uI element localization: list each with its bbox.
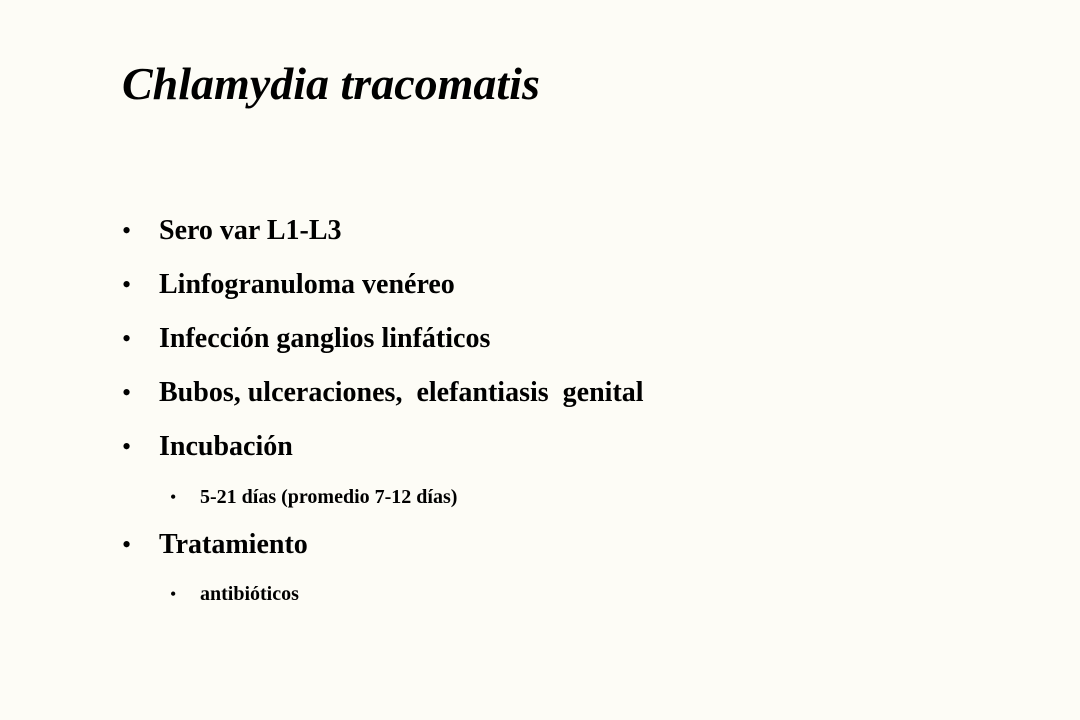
list-item-text: Bubos, ulceraciones, elefantiasis genital <box>159 377 644 408</box>
list-item <box>122 375 644 411</box>
bullet-icon: • <box>122 216 132 245</box>
list-item-text: 5-21 días (promedio 7-12 días) <box>200 486 458 508</box>
bullet-icon: • <box>170 584 177 604</box>
bullet-icon: • <box>122 270 132 299</box>
list-item-text: Infección ganglios linfáticos <box>159 323 491 354</box>
bullet-icon: • <box>122 432 132 461</box>
list-item <box>122 267 455 303</box>
list-item <box>122 429 293 465</box>
bullet-icon: • <box>170 487 177 507</box>
list-item-text: Tratamiento <box>159 529 308 560</box>
list-item <box>122 213 342 249</box>
list-item-text: Linfogranuloma venéreo <box>159 269 455 300</box>
list-item-text: Incubación <box>159 431 293 462</box>
slide-title: Chlamydia tracomatis <box>122 58 540 109</box>
bullet-icon: • <box>122 530 132 559</box>
list-item <box>122 527 308 563</box>
list-item-text: Sero var L1-L3 <box>159 215 342 246</box>
sub-list-item <box>170 483 457 511</box>
sub-list-item <box>170 580 299 608</box>
bullet-icon: • <box>122 324 132 353</box>
bullet-icon: • <box>122 378 132 407</box>
list-item-text: antibióticos <box>200 583 299 605</box>
list-item <box>122 321 490 357</box>
